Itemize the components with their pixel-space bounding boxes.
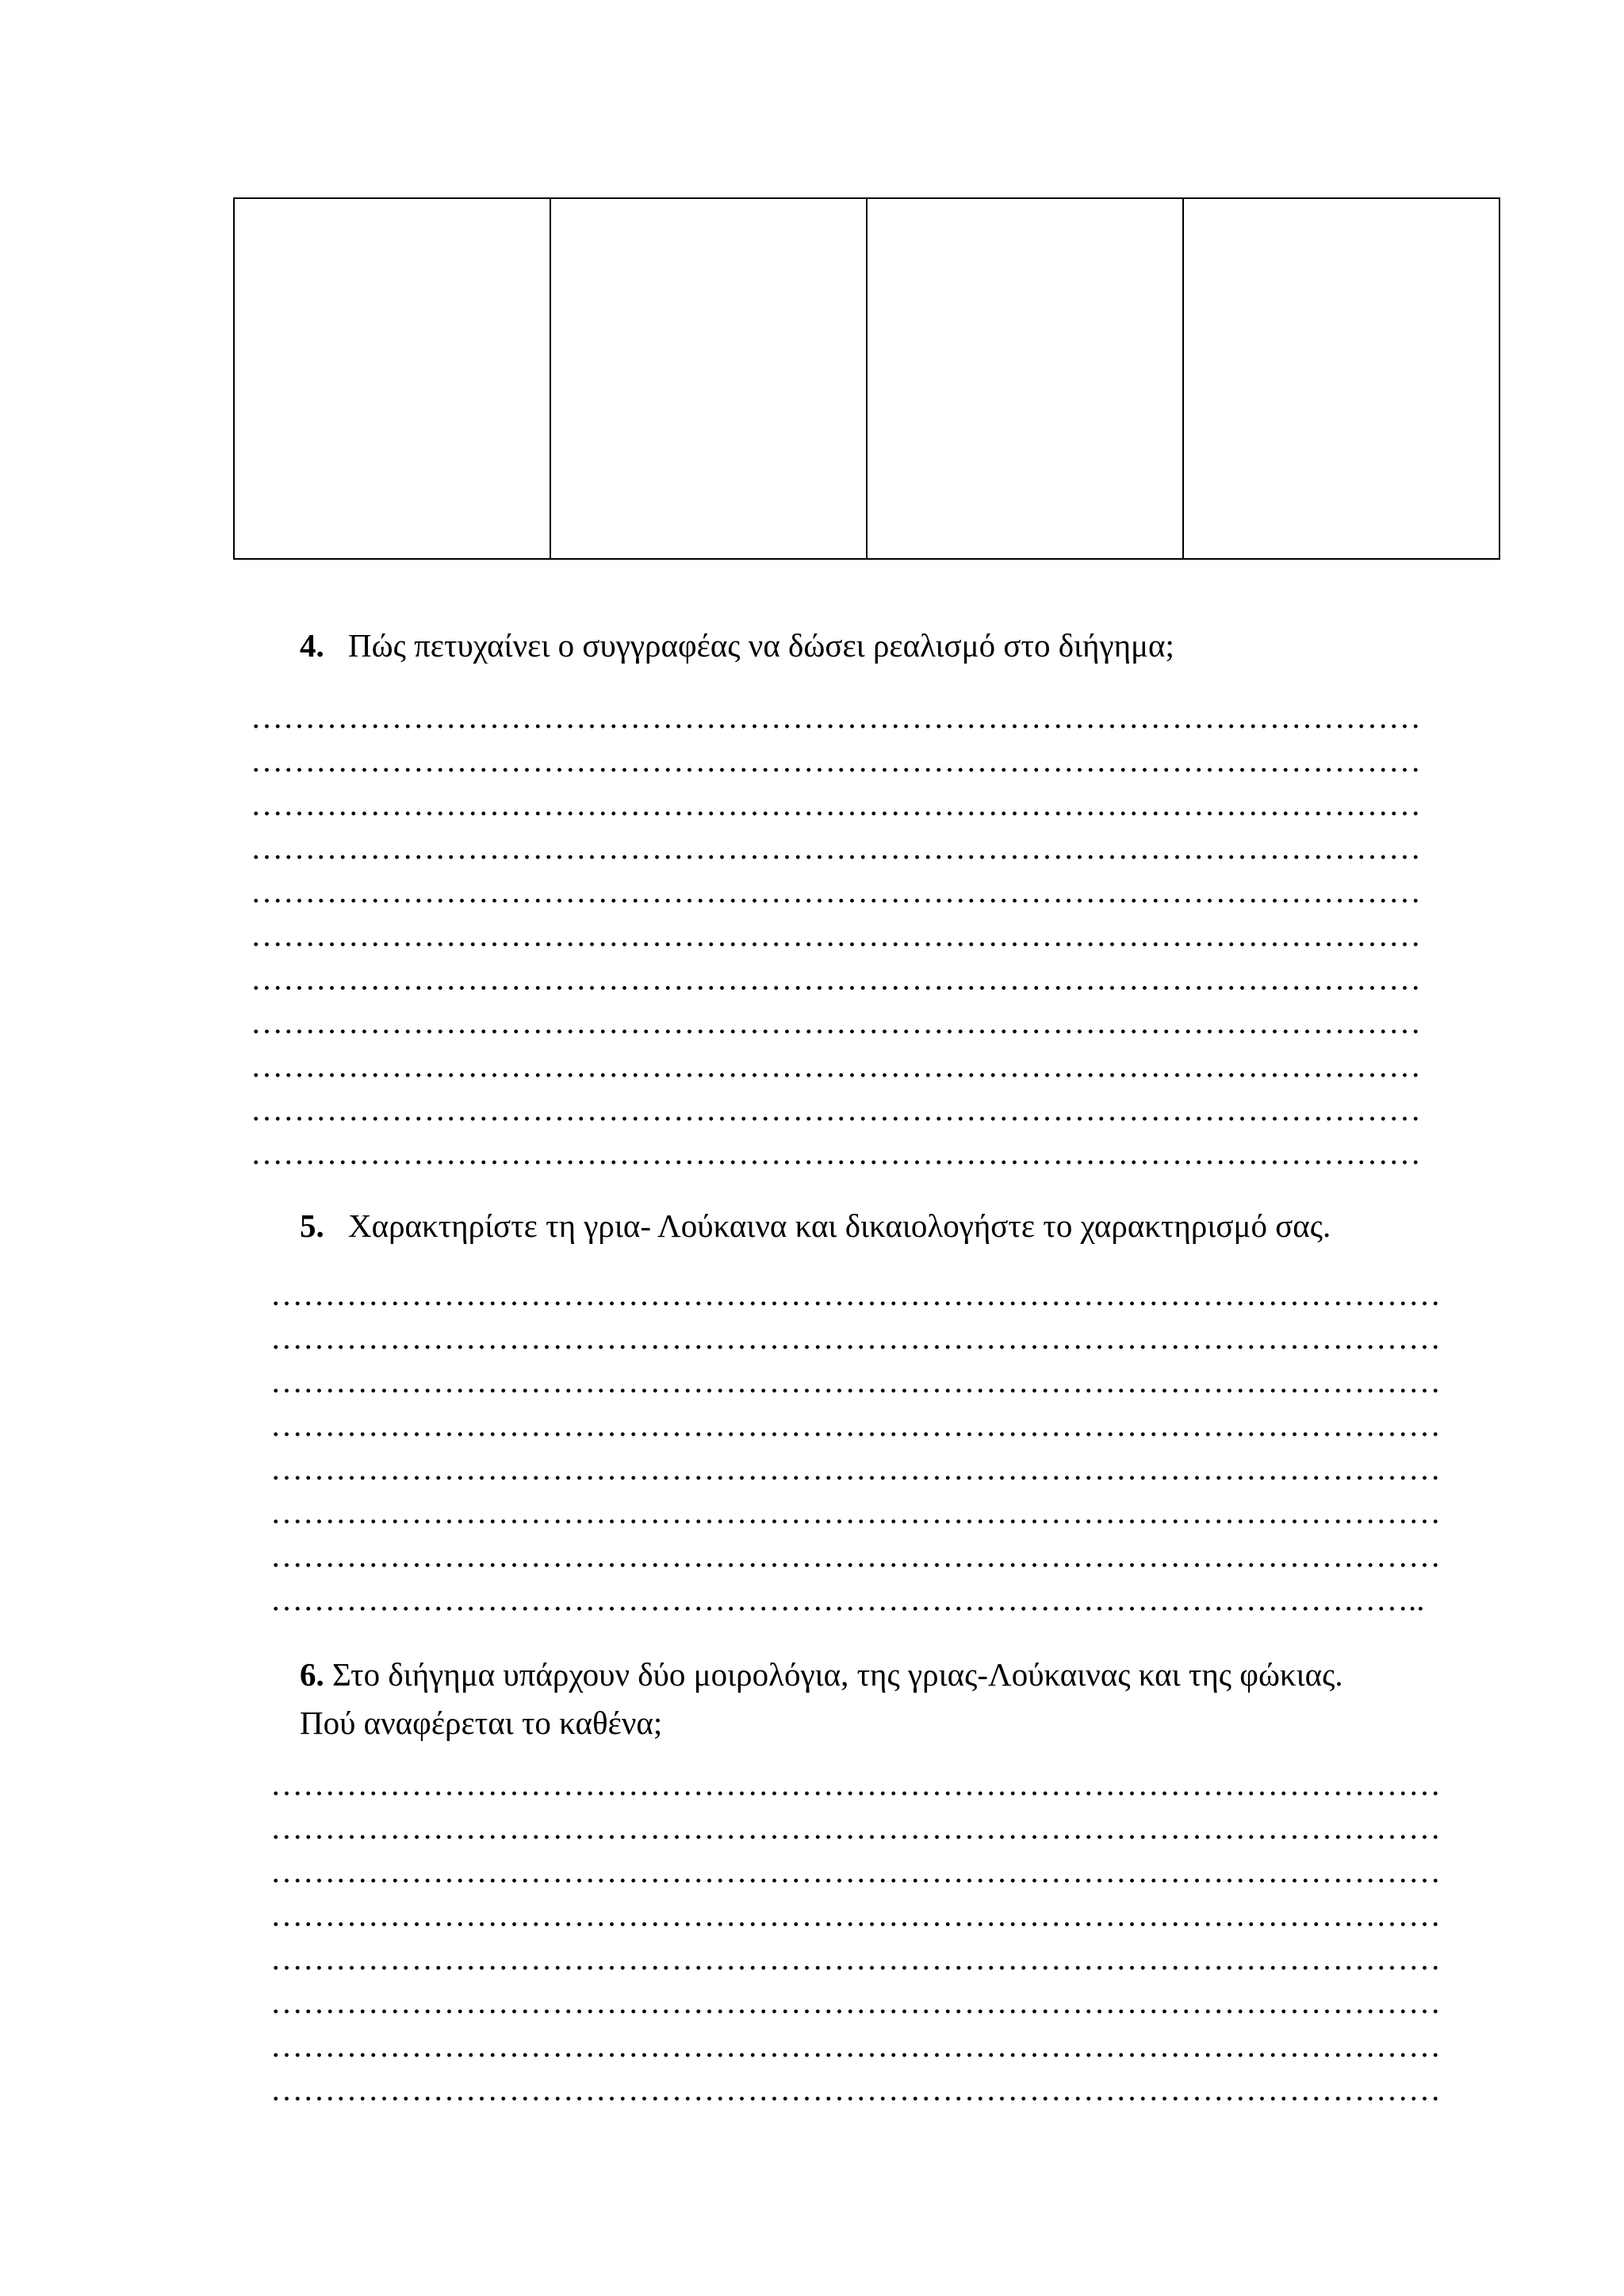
answer-line: ………………………………………………………………………………………………	[270, 1537, 1441, 1574]
answer-line: ………………………………………………………………………………………………	[270, 1984, 1441, 2020]
answer-line: ………………………………………………………………………………………………	[270, 2071, 1441, 2107]
question-text: Στο διήγημα υπάρχουν δύο μοιρολόγια, της γριας-Λούκαινας και της φώκιας.	[332, 1656, 1343, 1693]
question-number: 6.	[300, 1656, 324, 1693]
answer-line: ……………………………………………………………………………………………..	[270, 1581, 1425, 1617]
answer-line: ………………………………………………………………………………………………	[251, 1135, 1421, 1171]
answer-line: ………………………………………………………………………………………………	[270, 1319, 1441, 1356]
question-text-line: Πού αναφέρεται το καθένα;	[300, 1705, 663, 1741]
question-text-line	[300, 1651, 1343, 1699]
answer-line: ………………………………………………………………………………………………	[270, 2027, 1441, 2064]
answer-line: ………………………………………………………………………………………………	[251, 873, 1421, 909]
answer-line: ………………………………………………………………………………………………	[270, 1809, 1441, 1846]
answer-line: ………………………………………………………………………………………………	[251, 829, 1421, 866]
answer-line: ………………………………………………………………………………………………	[251, 698, 1421, 735]
question-number: 4.	[300, 627, 324, 664]
answer-line: ………………………………………………………………………………………………	[251, 960, 1421, 997]
question-number: 5.	[300, 1207, 324, 1244]
answer-line: ………………………………………………………………………………………………	[251, 1004, 1421, 1040]
question-5-heading	[300, 1207, 1331, 1245]
table-cell	[550, 198, 867, 559]
answer-line: ………………………………………………………………………………………………	[270, 1853, 1441, 1889]
answer-line: ………………………………………………………………………………………………	[270, 1896, 1441, 1933]
answer-line: ………………………………………………………………………………………………	[251, 1047, 1421, 1084]
question-4-answer-lines	[251, 695, 1421, 1175]
question-text: Πώς πετυχαίνει ο συγγραφέας να δώσει ρεαλισμό στο διήγημα;	[348, 627, 1174, 664]
answer-line: ………………………………………………………………………………………………	[251, 786, 1421, 822]
question-5-answer-lines	[270, 1272, 1441, 1621]
table-row	[234, 198, 1500, 559]
answer-line: ………………………………………………………………………………………………	[270, 1276, 1441, 1312]
answer-table	[233, 197, 1500, 560]
answer-line: ………………………………………………………………………………………………	[270, 1766, 1441, 1802]
table-cell	[234, 198, 550, 559]
answer-line: ………………………………………………………………………………………………	[251, 916, 1421, 953]
answer-line: ………………………………………………………………………………………………	[270, 1406, 1441, 1443]
question-text: Χαρακτηρίστε τη γρια- Λούκαινα και δικαιολογήστε το χαρακτηρισμό σας.	[348, 1207, 1331, 1244]
question-4-heading	[300, 627, 1174, 664]
question-6-heading	[300, 1651, 1343, 1747]
question-6-answer-lines	[270, 1762, 1441, 2111]
answer-line: ………………………………………………………………………………………………	[251, 742, 1421, 779]
answer-line: ………………………………………………………………………………………………	[270, 1450, 1441, 1487]
table-cell	[1183, 198, 1500, 559]
answer-line: ………………………………………………………………………………………………	[270, 1494, 1441, 1530]
answer-line: ………………………………………………………………………………………………	[251, 1091, 1421, 1127]
answer-line: ………………………………………………………………………………………………	[270, 1363, 1441, 1399]
table-cell	[867, 198, 1183, 559]
answer-line: ………………………………………………………………………………………………	[270, 1940, 1441, 1976]
